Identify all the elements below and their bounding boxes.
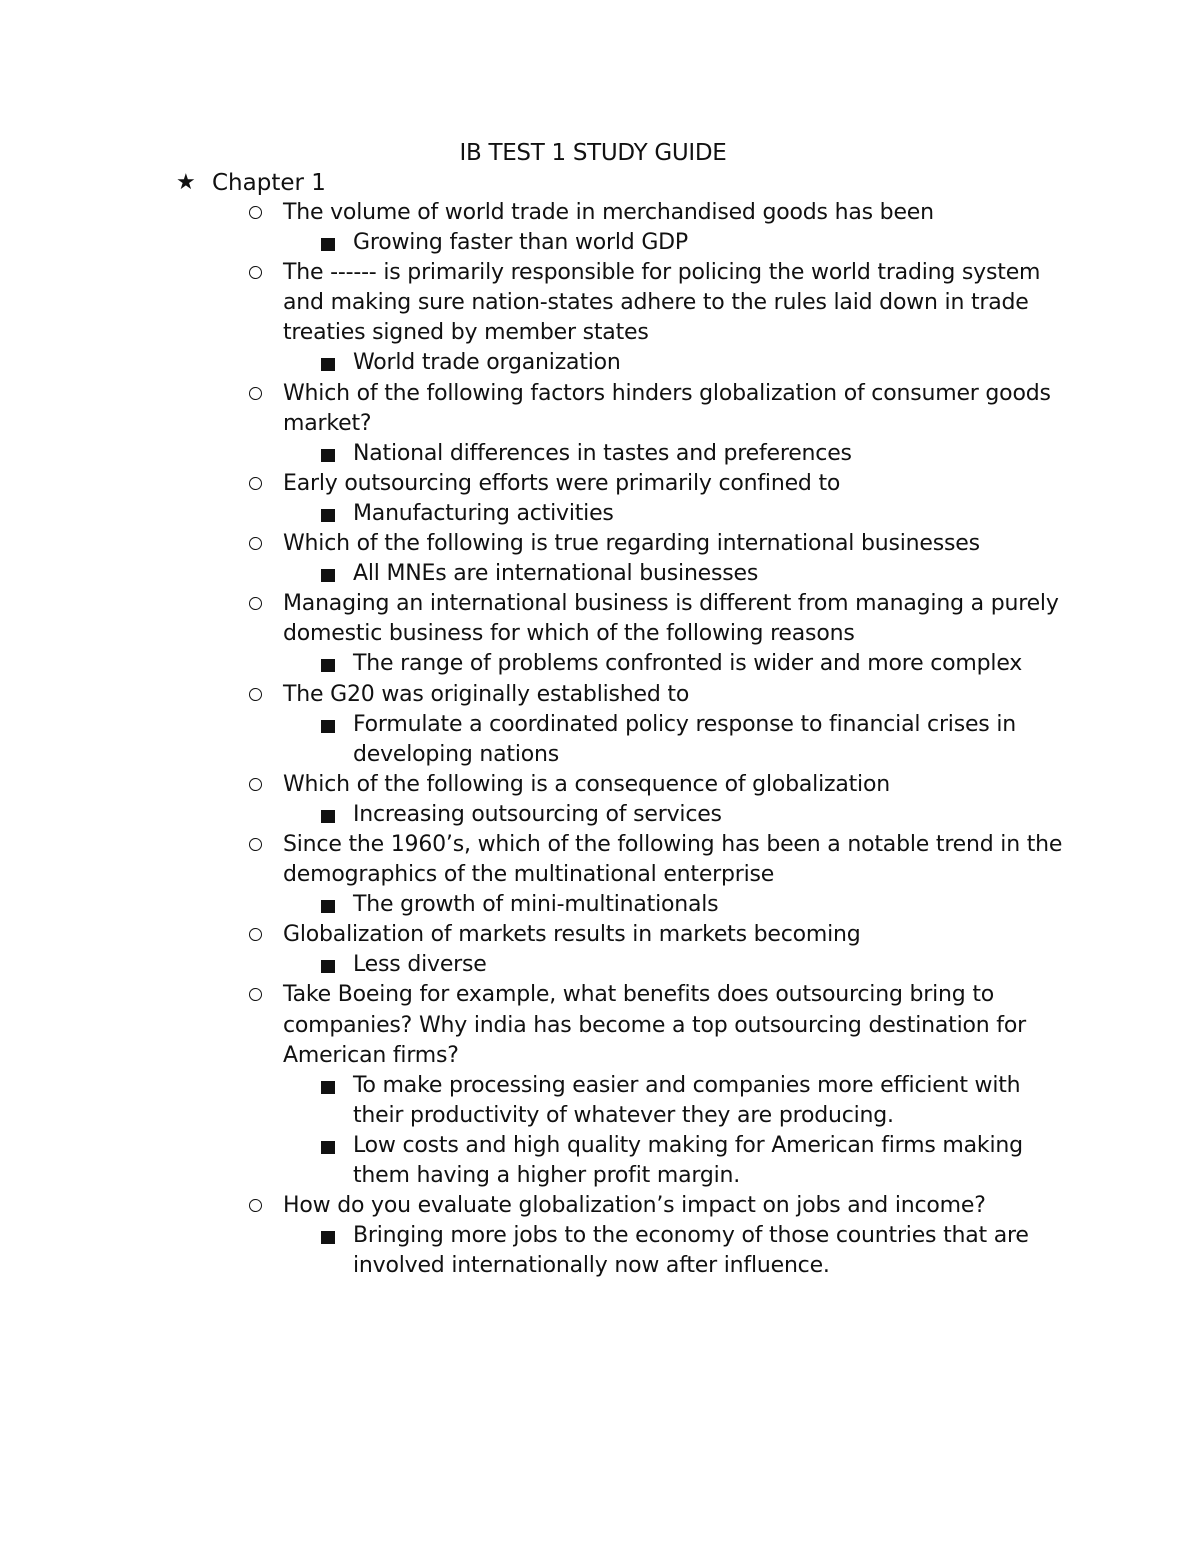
question-text: The G20 was originally established to xyxy=(283,681,690,707)
answer-text: World trade organization xyxy=(353,350,621,376)
square-bullet-icon xyxy=(321,238,335,251)
hollow-circle-bullet-icon xyxy=(249,688,262,701)
hollow-circle-bullet-icon xyxy=(249,988,262,1001)
answer-text: To make processing easier and companies more efficient with their productivity of whatever they are producing. xyxy=(353,1072,1021,1128)
answer-text: Increasing outsourcing of services xyxy=(353,801,722,827)
question-item xyxy=(246,258,1076,348)
hollow-circle-bullet-icon xyxy=(249,778,262,791)
answer-item xyxy=(246,499,1076,529)
hollow-circle-bullet-icon xyxy=(249,1199,262,1212)
answer-text: National differences in tastes and preferences xyxy=(353,440,852,466)
square-bullet-icon xyxy=(321,569,335,582)
square-bullet-icon xyxy=(321,900,335,913)
answer-text: Low costs and high quality making for American firms making them having a higher profit margin. xyxy=(353,1132,1023,1188)
answer-item xyxy=(246,439,1076,469)
square-bullet-icon xyxy=(321,720,335,733)
question-text: Which of the following factors hinders globalization of consumer goods market? xyxy=(283,380,1051,436)
answer-item xyxy=(246,649,1076,679)
hollow-circle-bullet-icon xyxy=(249,206,262,219)
square-bullet-icon xyxy=(321,1231,335,1244)
answer-item xyxy=(246,1071,1076,1131)
answer-text: The range of problems confronted is wider and more complex xyxy=(353,651,1023,677)
answer-text: Formulate a coordinated policy response to financial crises in developing nations xyxy=(353,711,1017,767)
question-text: Globalization of markets results in markets becoming xyxy=(283,922,861,948)
star-icon: ★ xyxy=(176,170,196,195)
answer-text: Manufacturing activities xyxy=(353,500,614,526)
answer-item xyxy=(246,1221,1076,1281)
answer-text: Growing faster than world GDP xyxy=(353,230,688,256)
question-text: Managing an international business is different from managing a purely domestic business for which of the following reasons xyxy=(283,591,1059,647)
answer-item xyxy=(246,228,1076,258)
answer-item xyxy=(246,1131,1076,1191)
hollow-circle-bullet-icon xyxy=(249,928,262,941)
question-text: Take Boeing for example, what benefits does outsourcing bring to companies? Why india has become a top outsourcing destination for American firms? xyxy=(283,982,1026,1068)
square-bullet-icon xyxy=(321,509,335,522)
answer-item xyxy=(246,890,1076,920)
question-list xyxy=(246,198,1076,1281)
square-bullet-icon xyxy=(321,1141,335,1154)
hollow-circle-bullet-icon xyxy=(249,266,262,279)
square-bullet-icon xyxy=(321,1081,335,1094)
question-text: Which of the following is a consequence of globalization xyxy=(283,771,890,797)
question-item xyxy=(246,469,1076,499)
question-text: Which of the following is true regarding international businesses xyxy=(283,531,980,557)
question-item xyxy=(246,770,1076,800)
answer-item xyxy=(246,559,1076,589)
hollow-circle-bullet-icon xyxy=(249,477,262,490)
question-item xyxy=(246,589,1076,649)
question-item xyxy=(246,920,1076,950)
question-item xyxy=(246,830,1076,890)
square-bullet-icon xyxy=(321,960,335,973)
answer-item xyxy=(246,800,1076,830)
answer-text: Bringing more jobs to the economy of those countries that are involved internationally now after influence. xyxy=(353,1223,1029,1279)
answer-text: All MNEs are international businesses xyxy=(353,561,759,587)
square-bullet-icon xyxy=(321,810,335,823)
question-item xyxy=(246,680,1076,710)
square-bullet-icon xyxy=(321,659,335,672)
page-title: IB TEST 1 STUDY GUIDE xyxy=(459,140,727,166)
question-text: Since the 1960’s, which of the following has been a notable trend in the demographics of the multinational enterprise xyxy=(283,831,1063,888)
hollow-circle-bullet-icon xyxy=(249,537,262,550)
question-item xyxy=(246,529,1076,559)
question-item xyxy=(246,1191,1076,1221)
hollow-circle-bullet-icon xyxy=(249,838,262,851)
question-text: The ------ is primarily responsible for policing the world trading system and making sure nation-states adhere to the rules laid down in trade treaties signed by member states xyxy=(283,260,1041,346)
answer-text: Less diverse xyxy=(353,952,487,978)
chapter-label: Chapter 1 xyxy=(212,170,326,196)
square-bullet-icon xyxy=(321,449,335,462)
square-bullet-icon xyxy=(321,358,335,371)
question-item xyxy=(246,980,1076,1070)
answer-item xyxy=(246,950,1076,980)
question-text: The volume of world trade in merchandised goods has been xyxy=(283,200,934,225)
answer-text: The growth of mini-multinationals xyxy=(353,892,719,918)
question-text: Early outsourcing efforts were primarily confined to xyxy=(283,470,841,496)
question-item xyxy=(246,379,1076,439)
hollow-circle-bullet-icon xyxy=(249,597,262,610)
question-text: How do you evaluate globalization’s impact on jobs and income? xyxy=(283,1193,986,1219)
question-item xyxy=(246,198,1076,228)
hollow-circle-bullet-icon xyxy=(249,387,262,400)
answer-item xyxy=(246,710,1076,770)
answer-item xyxy=(246,348,1076,378)
